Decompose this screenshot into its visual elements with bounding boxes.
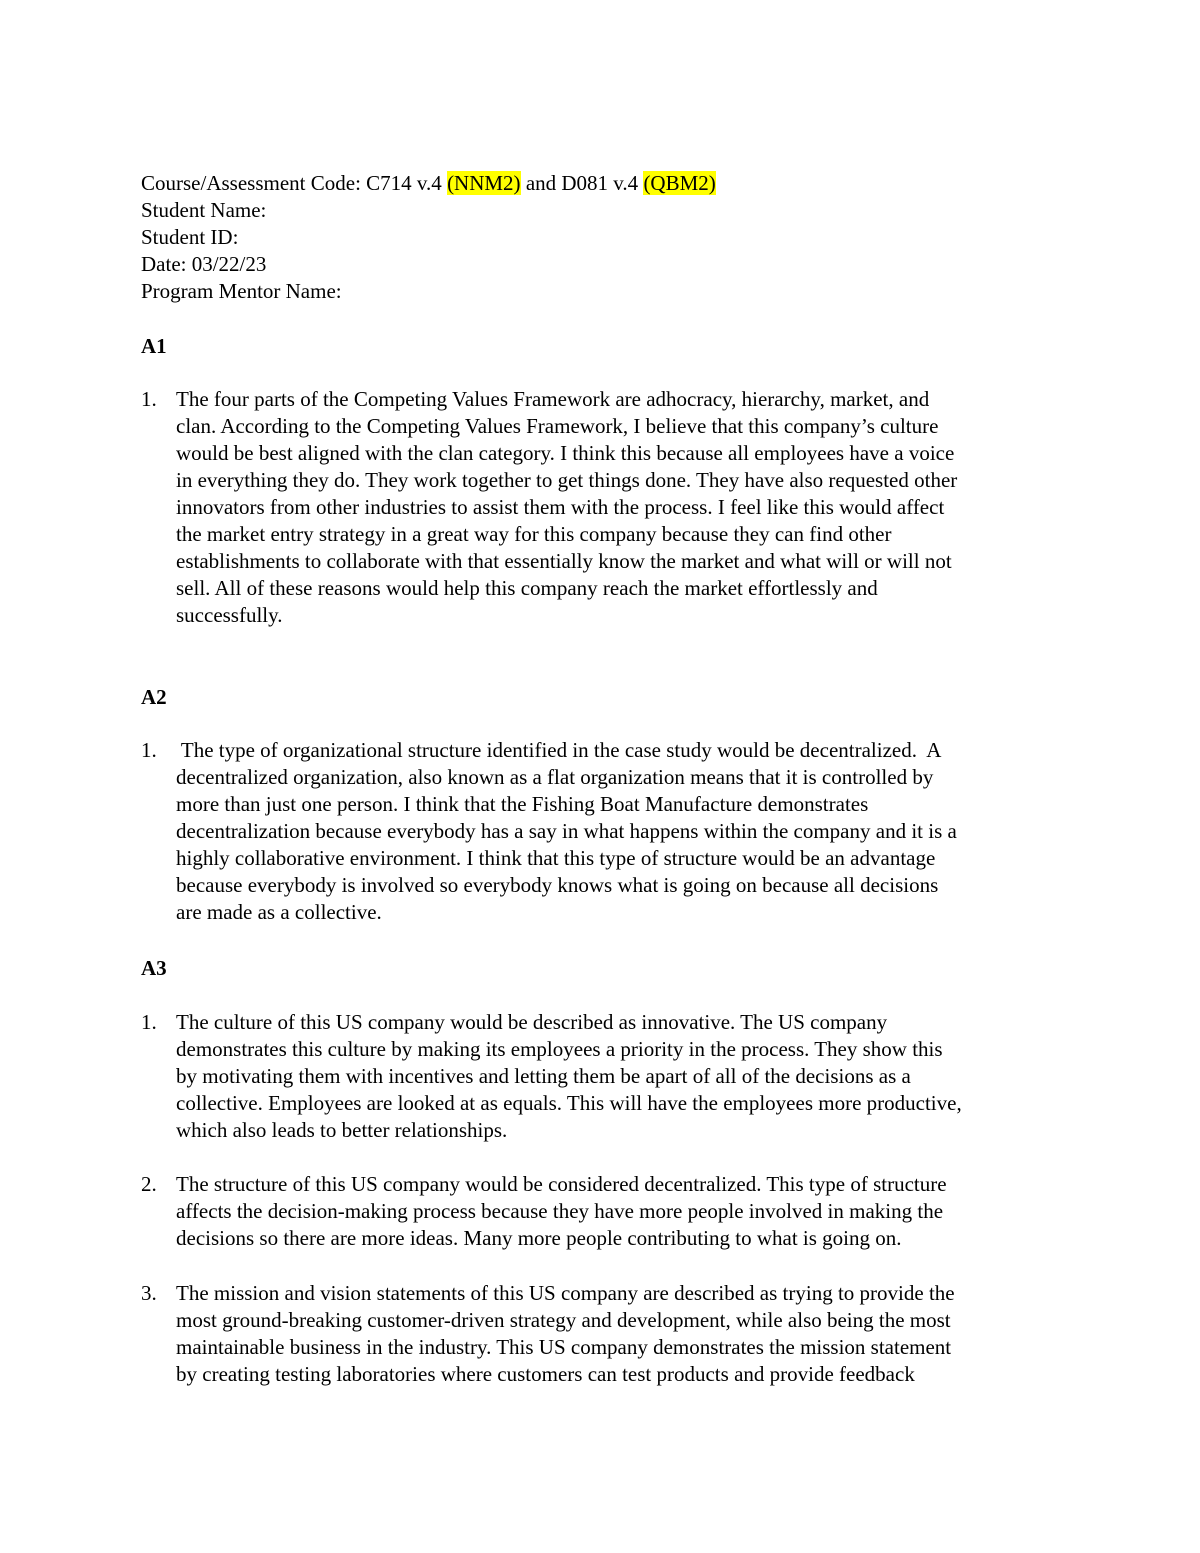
text-line: more than just one person. I think that the Fishing Boat Manufacture demonstrates [176,792,869,816]
text-line: decentralization because everybody has a say in what happens within the company and it is a [176,819,957,843]
text-line: in everything they do. They work together to get things done. They have also requested other [176,468,958,492]
text-line: highly collaborative environment. I think that this type of structure would be an advantage [176,846,936,870]
course-code-line [141,170,1121,197]
text-line: would be best aligned with the clan category. I think this because all employees have a voice [176,441,955,465]
text-line: The four parts of the Competing Values Framework are adhocracy, hierarchy, market, and [176,387,930,411]
list-item [141,737,1061,926]
text-line: The mission and vision statements of this US company are described as trying to provide the [176,1281,955,1305]
list-item-number: 2. [141,1172,157,1196]
highlighted-code-qbm2: (QBM2) [643,171,716,195]
program-mentor-line: Program Mentor Name: [141,279,342,303]
list-item [141,1171,1061,1252]
list-item-number: 1. [141,1010,157,1034]
text-line: The structure of this US company would be considered decentralized. This type of structure [176,1172,947,1196]
section-heading-a1: A1 [141,334,167,358]
list-item-number: 1. [141,738,157,762]
text-line: The culture of this US company would be described as innovative. The US company [176,1010,888,1034]
text-line: by motivating them with incentives and letting them be apart of all of the decisions as a [176,1064,911,1088]
text-line: successfully. [176,603,283,627]
text-line: decentralized organization, also known as a flat organization means that it is controlled by [176,765,934,789]
list-item [141,1280,1061,1388]
list-item-text [176,386,1061,629]
highlighted-code-nnm2: (NNM2) [447,171,521,195]
student-id-line: Student ID: [141,225,239,249]
text-line: clan. According to the Competing Values Framework, I believe that this company’s culture [176,414,939,438]
text-line: demonstrates this culture by making its employees a priority in the process. They show this [176,1037,943,1061]
list-item [141,386,1061,629]
text-line: decisions so there are more ideas. Many more people contributing to what is going on. [176,1226,902,1250]
text-line: most ground-breaking customer-driven strategy and development, while also being the most [176,1308,951,1332]
text-line: maintainable business in the industry. This US company demonstrates the mission statement [176,1335,952,1359]
text-line: The type of organizational structure identified in the case study would be decentralized. A [176,738,942,762]
list-item-number: 1. [141,387,157,411]
text-line: sell. All of these reasons would help this company reach the market effortlessly and [176,576,878,600]
text-line: because everybody is involved so everybody knows what is going on because all decisions [176,873,939,897]
course-code-prefix: Course/Assessment Code: C714 v.4 [141,171,448,195]
text-line: establishments to collaborate with that essentially know the market and what will or will not [176,549,952,573]
text-line: the market entry strategy in a great way for this company because they can find other [176,522,892,546]
date-line: Date: 03/22/23 [141,252,267,276]
text-line: affects the decision-making process because they have more people involved in making the [176,1199,944,1223]
text-line: which also leads to better relationships. [176,1118,508,1142]
section-heading-a3: A3 [141,956,167,980]
text-line: by creating testing laboratories where customers can test products and provide feedback [176,1362,915,1386]
course-code-middle: and D081 v.4 [520,171,644,195]
list-item-text [176,1009,1061,1144]
list-item [141,1009,1061,1144]
section-heading-a2: A2 [141,685,167,709]
text-line: innovators from other industries to assist them with the process. I feel like this would affect [176,495,945,519]
document-header [141,170,1121,305]
list-item-text [176,1171,1061,1252]
text-line: collective. Employees are looked at as equals. This will have the employees more productive, [176,1091,962,1115]
student-name-line: Student Name: [141,198,267,222]
list-item-text [176,1280,1061,1388]
list-item-text [176,737,1061,926]
text-line: are made as a collective. [176,900,382,924]
list-item-number: 3. [141,1281,157,1305]
